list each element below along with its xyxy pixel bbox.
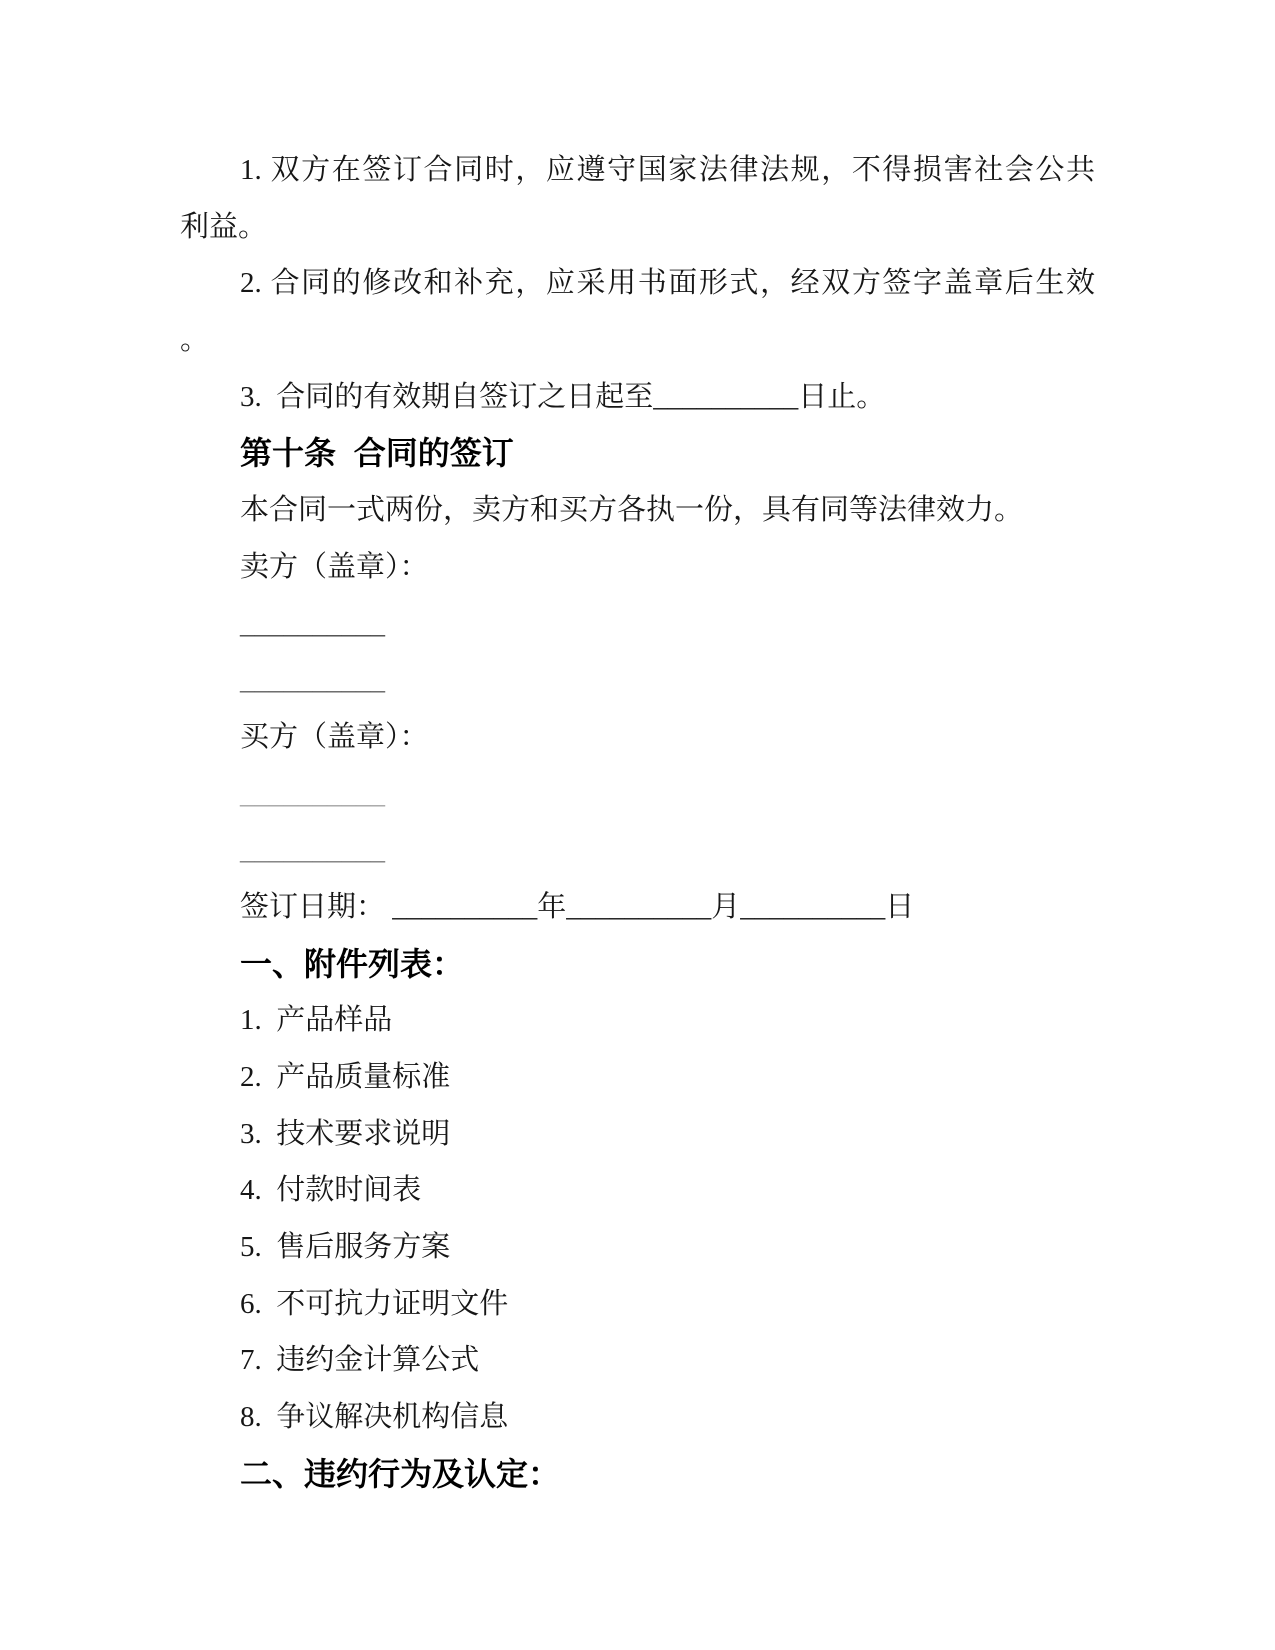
seller-seal-label: 卖方（盖章）： [240, 550, 429, 583]
attachment-item-4: 4. 付款时间表 [240, 1174, 422, 1207]
signing-date-line: 签订日期： __________年__________月__________日 [240, 890, 915, 923]
attachment-list-heading: 一、附件列表： [240, 945, 465, 982]
clause-1-line-1: 1. 双方在签订合同时，应遵守国家法律法规，不得损害社会公共 [240, 154, 1095, 186]
clause-2-line-1: 2. 合同的修改和补充，应采用书面形式，经双方签字盖章后生效 [240, 267, 1095, 300]
attachment-item-6: 6. 不可抗力证明文件 [240, 1287, 509, 1320]
buyer-signature-blank-1: __________ [240, 777, 385, 810]
buyer-seal-label: 买方（盖章）： [240, 720, 429, 753]
clause-2-line-2: 。 [180, 324, 210, 357]
article-10-body: 本合同一式两份，卖方和买方各执一份，具有同等法律效力。 [240, 494, 1024, 527]
attachment-item-7: 7. 违约金计算公式 [240, 1344, 480, 1377]
seller-signature-blank-1: __________ [240, 607, 385, 640]
buyer-signature-blank-2: __________ [240, 834, 385, 867]
attachment-item-3: 3. 技术要求说明 [240, 1117, 451, 1150]
clause-3-line: 3. 合同的有效期自签订之日起至__________日止。 [240, 380, 886, 413]
clause-1-line-2: 利益。 [180, 210, 268, 243]
seller-signature-blank-2: __________ [240, 664, 385, 697]
attachment-item-8: 8. 争议解决机构信息 [240, 1401, 509, 1434]
attachment-item-2: 2. 产品质量标准 [240, 1061, 451, 1093]
attachment-item-5: 5. 售后服务方案 [240, 1231, 451, 1264]
contract-document-body [180, 142, 1095, 1503]
attachment-item-1: 1. 产品样品 [240, 1004, 393, 1037]
article-10-heading: 第十条 合同的签订 [240, 435, 514, 472]
breach-section-heading: 二、违约行为及认定： [240, 1455, 561, 1492]
